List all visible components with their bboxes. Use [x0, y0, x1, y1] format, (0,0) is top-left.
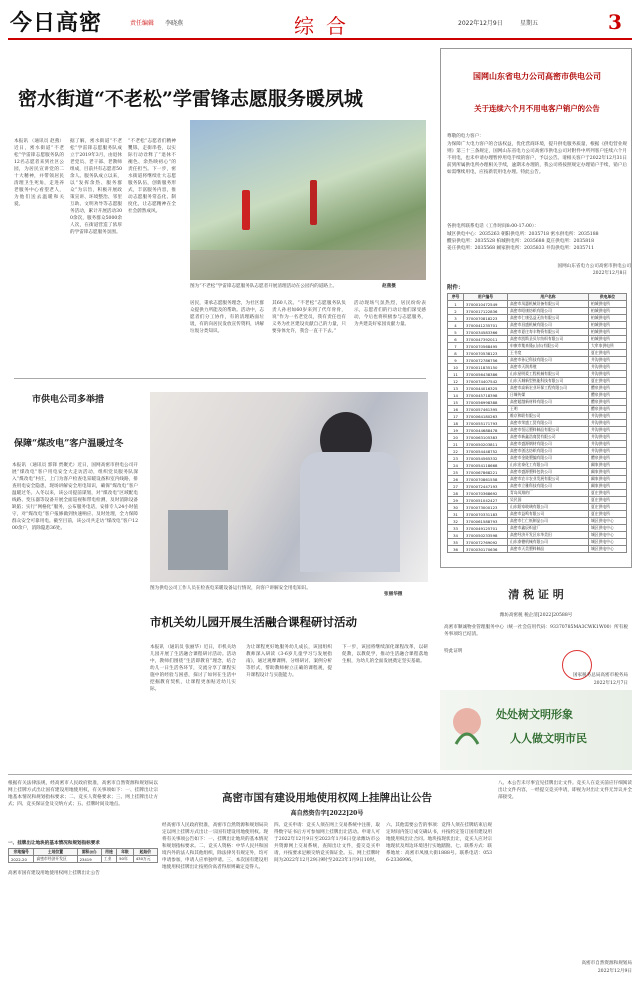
lead-photo-caption: 图为“不老松”学雷锋志愿服务队志愿者开展清理活动在公园内的道路上。 — [190, 284, 338, 289]
table-cell: 3700073000123 — [464, 504, 508, 511]
table-cell: 3700054118668 — [464, 462, 508, 469]
table-cell: 1 — [448, 301, 464, 308]
table-cell: 3700072786756 — [464, 357, 508, 364]
table-cell: 城区供电中心 — [589, 525, 627, 532]
gas-body: 本报讯 （通讯员 郭锋 贾聚光）近日，国网高密市供电公司开展“煤改电”客户用电安全大走访活动，组织党员服务队深入“煤改电”村庄，上门为客户检查电采暖设备和室内线路，排查用电安全隐患，现场讲解安全用电知识，确保“煤改电”客户温暖过冬。入冬以来，该公司提前谋划，对“煤改电”区域配电线路、变压器等设备开展全面巡视和带电检测，及时消除设备缺陷；实行“网格化”服务，公布服务电话，安排专人24小时值守，对“煤改电”客户报修做到快速响应、及时处理，全力保障群众安全可靠用电。截至目前，该公司共走访“煤改电”客户1200余户，消除隐患36处。 — [12, 463, 138, 531]
notice-date: 2022年12月8日 — [592, 271, 627, 276]
table-cell: 3700072447193 — [464, 483, 508, 490]
park-path — [190, 250, 426, 280]
divider — [14, 378, 426, 379]
notice-salutation: 尊敬的电力客户： — [447, 134, 484, 139]
lead-column-2: 据了解，密水街道“不老松”学雷锋志愿服务队成立于2019年3月，由退休老党员、老干部、老教师组成，目前共有志愿者50余人。服务队成立以来，以“发挥余热、服务群众”为宗旨，积极开展政策宣讲、环境整治、邻里互助、文明劝导等志愿服务活动，累计开展活动300余次，服务群众5000余人次，在街道营造了浓厚的学雷锋志愿服务氛围。 — [70, 139, 122, 235]
table-cell: 高密超越新材料有限公司 — [508, 399, 589, 406]
table-cell: 13 — [448, 385, 464, 392]
table-cell: 高密市益鸣有限公司 — [508, 511, 589, 518]
table-row — [448, 455, 627, 462]
tax-title: 清 税 证 明 — [508, 588, 564, 601]
table-cell: 井沟供电所 — [589, 434, 627, 441]
kindergarten-col1: 本报讯 （通讯员 张丽华）近日，市机关幼儿园开展了生活融合课程研讨活动。活动中，教师们围绕“生活即教育”理念，结合幼儿一日生活各环节，交流分享了课程实施中的经验与困惑，探讨了如何在生活中挖掘教育契机，让课程更加贴近幼儿实际。 — [150, 645, 236, 692]
table-cell: 33 — [448, 525, 464, 532]
table-cell: 3700074407542 — [464, 378, 508, 385]
table-cell: 柏城供电所 — [589, 308, 627, 315]
table-cell: 3700044016325 — [464, 385, 508, 392]
table-cell: 31 — [448, 511, 464, 518]
table-cell: 24 — [448, 462, 464, 469]
table-cell: 4 — [448, 322, 464, 329]
kindergarten-col3: 下一步，该园将继续深化课程改革，以研促教，以教促学，推动生活融合课程落地生根，为幼儿的全面发展奠定坚实基础。 — [342, 645, 428, 664]
table-row — [448, 308, 627, 315]
volunteer-figure — [310, 180, 317, 225]
kindergarten-article — [150, 608, 428, 768]
lead-bottom-col2: 其60人次。“不老松”志愿服务队负责人孙君如60岁来到了代年骨骨，说“作为一名老党员，我有责任也有义务为社区建设贡献自己的力量，只要身体允许，我会一直干下去。” — [272, 301, 346, 334]
table-cell: 柏城供电所 — [589, 329, 627, 336]
table-cell: 3700064180263 — [464, 413, 508, 420]
table-cell: 3700050233598 — [464, 532, 508, 539]
table-cell: 井沟供电所 — [589, 371, 627, 378]
table-cell: 3700041235701 — [464, 322, 508, 329]
table-cell: 11 — [448, 371, 464, 378]
table-cell: 12 — [448, 378, 464, 385]
notice-contact-3: 姜庄供电所：2035568 阚家供电所：2035833 井沟供电所：2035711 — [447, 246, 594, 251]
table-cell: 3700070861558 — [464, 476, 508, 483]
notice-signature: 国网山东省电力公司高密市供电公司 — [557, 264, 631, 269]
table-row — [448, 532, 627, 539]
col-header: 用户编号 — [464, 294, 508, 301]
table-row — [448, 518, 627, 525]
issue-weekday: 星期五 — [520, 20, 539, 27]
kindergarten-headline: 市机关幼儿园开展生活融合课程研讨活动 — [150, 615, 357, 629]
table-cell: 7 — [448, 343, 464, 350]
editor-name: 李晓燕 — [165, 20, 184, 27]
table-cell: 高密市天润养殖 — [508, 364, 589, 371]
table-cell: 36 — [448, 546, 464, 553]
table-cell: 3700010472549 — [464, 301, 508, 308]
left-land-table — [8, 848, 158, 863]
leaf-emblem-icon — [448, 704, 486, 754]
table-cell: 醴泉供电所 — [589, 399, 627, 406]
table-cell: 高密市金陵塑编有限公司 — [508, 455, 589, 462]
newspaper-logo: 今日高密 — [10, 10, 103, 36]
volunteer-figure — [242, 190, 250, 230]
table-cell: 井沟供电所 — [589, 441, 627, 448]
table-row — [448, 420, 627, 427]
table-cell: 25 — [448, 469, 464, 476]
table-cell: 城区供电中心 — [589, 539, 627, 546]
table-cell: 阚家供电所 — [589, 476, 627, 483]
left-table-title: 一、挂牌出让地块的基本情况和规划指标要求 — [8, 841, 100, 846]
table-cell: 阚家供电所 — [589, 462, 627, 469]
table-cell: 醴泉供电所 — [589, 455, 627, 462]
notice-contact-title: 各供电所联系电话（工作时间8:00-17:00）： — [447, 224, 539, 229]
table-cell: 阚家供电所 — [589, 483, 627, 490]
table-cell: 35 — [448, 539, 464, 546]
table-cell: 高密经济开发区东华美田 — [508, 532, 589, 539]
gas-photo-caption: 图为供电公司工作人员在检查电采暖设备运行情况，向客户讲解安全用电知识。 — [150, 586, 311, 591]
slogan-line-1: 处处树文明形象 — [496, 708, 573, 721]
table-cell: 16 — [448, 406, 464, 413]
land-col2: 四、竞买申请：竞买人须在网上交易系统中注册，取得数字证书后方可参加网上挂牌出让活动。申请人可于2022年12月9日至2023年1月6日登录潍坊市公共资源网上交易系统，查阅出让文件，提交竞买申请，并按要求足额交纳竞买保证金。五、网上挂牌时间为2022年12月29日9时至2023年1月9日10时。 — [274, 823, 380, 863]
table-row — [448, 476, 627, 483]
lead-bottom-col1: 居民，秉承志愿服务理念，为社区群众提供力所能及的帮助。活动中，志愿者们分工协作，有的清理路面垃圾，有的向居民发放宣传资料，讲解垃圾分类知识。 — [190, 301, 264, 334]
table-cell: 维京和联有限公司 — [508, 413, 589, 420]
table-cell: 王明 — [508, 406, 589, 413]
table-cell: 高密市荣盛工贸有限公司 — [508, 420, 589, 427]
table-cell: 井沟供电所 — [589, 357, 627, 364]
land-col1: 经高密市人民政府批准，高密市自然资源和规划局决定以网上挂牌方式出让一宗国有建设用地使用权。现将有关事项公告如下：一、挂牌出让地块的基本情况和规划指标要求。二、竞买人资格：中华人民共和国境内外的法人和其他组织，除法律另有规定外，均可申请参加，申请人应单独申请。三、本次国有建设用地使用权挂牌出让按照价高者得原则确定竞得人。 — [162, 823, 268, 870]
table-cell: 夏庄供电所 — [589, 497, 627, 504]
table-cell: 山东星明爱工程机械有限公司 — [508, 371, 589, 378]
table-row — [448, 546, 627, 553]
table-cell: 高密市高新宏业环保工程有限公司 — [508, 385, 589, 392]
col-header: 序号 — [448, 294, 464, 301]
land-date: 2022年12月9日 — [597, 969, 632, 974]
table-cell: 柏城供电所 — [589, 301, 627, 308]
table-cell: 3700070818223 — [464, 315, 508, 322]
table-cell: 3700063105383 — [464, 434, 508, 441]
table-cell: 城区供电中心 — [589, 546, 627, 553]
lead-article — [10, 48, 428, 424]
table-row — [448, 413, 627, 420]
table-cell: 高密市凯斯圣贝尔纺织有限公司 — [508, 336, 589, 343]
table-cell: 高密市仁康弘益无纺有限公司 — [508, 315, 589, 322]
col-header: 用途 — [101, 849, 116, 856]
table-cell: 5 — [448, 329, 464, 336]
col-header: 年限 — [117, 849, 134, 856]
table-row — [448, 497, 627, 504]
table-cell: 高密市夏庄寿丰物资有限公司 — [508, 329, 589, 336]
table-row — [448, 315, 627, 322]
tax-note: 特此证明 — [444, 649, 463, 654]
table-cell: 井沟供电所 — [589, 420, 627, 427]
table-row — [448, 322, 627, 329]
table-cell: 3700047392011 — [464, 336, 508, 343]
table-cell: 高密市凤惠机械设备有限公司 — [508, 301, 589, 308]
table-cell: 夏庄供电所 — [589, 378, 627, 385]
table-row — [448, 343, 627, 350]
table-row — [448, 336, 627, 343]
table-cell: 27 — [448, 483, 464, 490]
table-cell: 夏庄供电所 — [589, 490, 627, 497]
gas-article — [10, 384, 140, 684]
table-cell: 22 — [448, 448, 464, 455]
table-cell: 3700049125701 — [464, 525, 508, 532]
table-cell: 大牟家供电所 — [589, 343, 627, 350]
table-cell: 3700070538123 — [464, 350, 508, 357]
table-cell: 3700057461395 — [464, 406, 508, 413]
col-header: 起始价 — [133, 849, 157, 856]
gas-photo — [150, 392, 428, 582]
table-row — [448, 539, 627, 546]
table-cell: 井沟供电所 — [589, 413, 627, 420]
tax-org: 国家税务总局高密市税务局 — [572, 673, 628, 678]
table-cell: 15 — [448, 399, 464, 406]
table-row — [448, 504, 627, 511]
notice-title: 关于连续六个月不用电客户销户的公告 — [474, 104, 600, 113]
gas-title-1: 市供电公司多举措 — [32, 395, 105, 405]
tax-date: 2022年12月7日 — [593, 681, 628, 686]
table-cell: 高密市昭康纺织有限公司 — [508, 308, 589, 315]
table-cell: 高密市鑫辰织造厂 — [508, 525, 589, 532]
table-row — [448, 350, 627, 357]
table-cell: 城区供电中心 — [589, 518, 627, 525]
page-number: 3 — [608, 10, 622, 34]
table-cell: 8 — [448, 350, 464, 357]
table-row — [448, 525, 627, 532]
table-cell: 20 — [448, 434, 464, 441]
tax-body: 高密市顺诚物业管理服务中心（统一社会信用代码：93370785MA3CWK1W00）所有税务事项均已结清。 — [444, 625, 628, 637]
table-cell: 32 — [448, 518, 464, 525]
power-notice — [440, 48, 632, 568]
table-cell: 柏城供电所 — [589, 336, 627, 343]
issue-date: 2022年12月9日 — [458, 20, 503, 27]
table-cell: 高密市孙记科技有限公司 — [508, 357, 589, 364]
table-row — [448, 364, 627, 371]
notice-attachment-label: 附件： — [447, 285, 464, 291]
left-land-notice — [8, 780, 158, 980]
table-cell: 柏城供电所 — [589, 322, 627, 329]
table-cell: 王书宽 — [508, 350, 589, 357]
table-cell: 3700061588793 — [464, 518, 508, 525]
table-cell: 高密市盛源钢材有限公司 — [508, 441, 589, 448]
table-cell: 3700011835150 — [464, 364, 508, 371]
table-row — [448, 441, 627, 448]
table-cell: 夏庄供电所 — [589, 504, 627, 511]
table-row — [448, 448, 627, 455]
table-cell: 高密市天美塑料制品 — [508, 546, 589, 553]
worker-figure — [300, 452, 400, 572]
table-cell: 30 — [448, 504, 464, 511]
table-cell: 3700056438386 — [464, 371, 508, 378]
table-row — [448, 392, 627, 399]
table-cell: 3700034583366 — [464, 329, 508, 336]
table-cell: 山东泰德机械有限公司 — [508, 539, 589, 546]
table-cell: 3700044688478 — [464, 427, 508, 434]
table-cell: 3 — [448, 315, 464, 322]
table-cell: 夏庄供电所 — [589, 511, 627, 518]
land-signature: 高密市自然资源和规划局 — [581, 961, 632, 966]
table-cell: 3700051042427 — [464, 497, 508, 504]
kindergarten-col2: 为让课程更好地服务幼儿成长，该园组织教师深入研读《3-6岁儿童学习与发展指南》，通过观摩课例、分组研讨、案例分析等形式，帮助教师树立正确的课程观，提升课程设计与实施能力。 — [246, 645, 332, 678]
table-cell: 夏庄供电所 — [589, 350, 627, 357]
table-cell: 柏城供电所 — [589, 315, 627, 322]
table-cell: 山东宏泰化工有限公司 — [508, 462, 589, 469]
table-row — [448, 399, 627, 406]
table-cell: 青岛凤翔的厂 — [508, 490, 589, 497]
table-cell: 醴泉供电所 — [589, 392, 627, 399]
tax-number: 潍坊高密税 税企清[2022]20588号 — [499, 613, 573, 618]
table-row — [448, 490, 627, 497]
table-cell: 9 — [448, 357, 464, 364]
table-cell: 34 — [448, 532, 464, 539]
col-header: 用户名称 — [508, 294, 589, 301]
col-header: 供电单位 — [589, 294, 627, 301]
table-cell: 高密市农丰农业发展有限公司 — [508, 476, 589, 483]
table-cell: 3700070568495 — [464, 343, 508, 350]
table-cell: 29 — [448, 497, 464, 504]
table-cell: 山东阳家玻璃有限公司 — [508, 504, 589, 511]
table-cell: 3700030170636 — [464, 546, 508, 553]
section-title: 综合 — [294, 14, 358, 38]
table-cell: 醴泉供电所 — [589, 406, 627, 413]
notice-contact-2: 醴泉供电所：2035528 柏城供电所：2035688 夏庄供电所：2035818 — [447, 239, 594, 244]
lead-intro: 本报讯 （通讯员 赵燕）近日，密水街道“不老松”学雷锋志愿服务队的12名志愿者来到社区公园，为居民宣讲党的二十大精神，并带领居民清理卫生死角，走进养老服务中心看望老人，为他们送去温暖和关爱。 — [14, 139, 64, 207]
table-cell: 高密市创达纺织有限公司 — [508, 448, 589, 455]
table-cell: 高密市盛源塑料包装公司 — [508, 469, 589, 476]
table-cell: 28 — [448, 490, 464, 497]
lead-photo — [190, 120, 426, 280]
masthead — [0, 0, 640, 44]
lead-headline: 密水街道“不老松”学雷锋志愿服务暖夙城 — [18, 88, 363, 110]
table-cell: 井沟供电所 — [589, 427, 627, 434]
table-cell: 10 — [448, 364, 464, 371]
table-cell: 3700067868221 — [464, 469, 508, 476]
table-row — [448, 406, 627, 413]
table-cell: 高密市立雅科技有限公司 — [508, 483, 589, 490]
table-row — [448, 483, 627, 490]
civility-banner — [440, 690, 632, 770]
editor-label: 责任编辑 — [130, 20, 155, 27]
table-row — [448, 378, 627, 385]
table-cell: 日臻传媒 — [508, 392, 589, 399]
left-notice-heading: 高密市国有建设用地使用权网上挂牌出让公告 — [8, 871, 100, 876]
table-cell: 17 — [448, 413, 464, 420]
left-notice-body: 根据有关法律法规，经高密市人民政府批准，高密市自然资源和规划局以网上挂牌方式出让国有建设用地使用权，有关事项如下：一、挂牌出让宗地基本情况和规划指标要求；二、竞买人资格要求；三、网上挂牌出让方式；四、竞买保证金及交纳方式；五、挂牌时间及地点。 — [8, 781, 158, 807]
table-cell: 3700056998388 — [464, 399, 508, 406]
notice-contact-1: 城区供电中心：2035263 朝阳供电所：2035718 密水供电所：2035188 — [447, 232, 599, 237]
table-row — [448, 469, 627, 476]
notice-table — [447, 293, 627, 553]
table-cell: 高密市经济开发区 — [34, 856, 77, 863]
table-cell: 申康市集来隆(山东)有限公司 — [508, 343, 589, 350]
table-cell: 阚家供电所 — [589, 469, 627, 476]
table-cell: 城区供电中心 — [589, 532, 627, 539]
table-row — [448, 357, 627, 364]
table-cell: 19 — [448, 427, 464, 434]
table-cell: 3700054448752 — [464, 448, 508, 455]
table-cell: 26 — [448, 476, 464, 483]
table-cell: 3700050203811 — [464, 441, 508, 448]
table-cell: 高密市恒运塑料制品有限公司 — [508, 427, 589, 434]
table-row — [448, 371, 627, 378]
table-cell: 50年 — [117, 856, 134, 863]
lead-bottom-col3: 活动现场气氛热烈，居民纷纷表示，志愿者们的行动让他们深受感动，今后也将积极参与志愿服务，为共建美好家园贡献力量。 — [354, 301, 426, 327]
table-cell: 6 — [448, 336, 464, 343]
table-cell: 18 — [448, 420, 464, 427]
divider — [8, 774, 632, 775]
table-cell: 23419 — [77, 856, 101, 863]
notice-paragraph: 为保障广大电力客户的合法权益，优化营商环境，提升供电服务质量，根据《供电营业规则》第三十三条规定，国网山东省电力公司高密市供电公司对附件中所列客户连续六个月不用电，也未申请办理暂停用电手续的客户，予以公告。请相关客户于2022年12月31日前到所属供电所办理相关手续，逾期未办理的，我公司将按照规定办理销户手续，销户后如需继续用电，应按新装用电办理。特此公告。 — [447, 142, 627, 175]
col-header: 面积(㎡) — [77, 849, 101, 856]
table-cell: 工业 — [101, 856, 116, 863]
masthead-rule — [8, 38, 632, 40]
land-col3: 六、其他需要公告的事项：竞得人须在挂牌结束后规定时间内签订成交确认书，并按约定签订国有建设用地使用权出让合同。地块按现状出让，竞买人应对宗地现状及周边环境进行实地踏勘。七、联系方式：联系地址：高密市凤凰大街1888号。联系电话：0536-2336996。 — [386, 823, 492, 863]
gas-photo-credit: 张丽华摄 — [384, 592, 403, 597]
table-row — [448, 329, 627, 336]
table-cell: 14 — [448, 392, 464, 399]
table-cell: 3700072769092 — [464, 539, 508, 546]
table-cell: 吴民国 — [508, 497, 589, 504]
table-cell: 3700070331183 — [464, 511, 508, 518]
lead-column-3: “不老松”志愿者们精神矍铄，走街串巷，以实际行动诠释了“退休不褪色、余热映初心”的责任担当。下一步，密水街道将继续壮大志愿服务队伍，创新服务形式，丰富服务内容，推动志愿服务常态化、制度化，让志愿精神在全社会蔚然成风。 — [128, 139, 176, 214]
table-cell: 21 — [448, 441, 464, 448]
table-row — [448, 434, 627, 441]
table-cell: 3700017122836 — [464, 308, 508, 315]
table-cell: 2 — [448, 308, 464, 315]
col-header: 土地位置 — [34, 849, 77, 856]
land-title: 高密市国有建设用地使用权网上挂牌出让公告 — [222, 792, 432, 804]
table-cell: 井沟供电所 — [589, 448, 627, 455]
table-row — [448, 462, 627, 469]
lead-photo-credit: 赵燕摄 — [382, 284, 396, 289]
table-row — [448, 511, 627, 518]
land-subtitle: 高自然资告字[2022]20号 — [290, 810, 364, 817]
land-notice — [162, 780, 632, 984]
table-cell: 23 — [448, 455, 464, 462]
table-cell: 3700055171793 — [464, 420, 508, 427]
table-cell: 3700045718398 — [464, 392, 508, 399]
notice-company: 国网山东省电力公司高密市供电公司 — [473, 71, 601, 81]
table-cell: 3700070368692 — [464, 490, 508, 497]
table-cell: 醴泉供电所 — [589, 385, 627, 392]
table-cell: 3700054565332 — [464, 455, 508, 462]
table-cell: 山东天城新型热能科技有限公司 — [508, 378, 589, 385]
table-cell: 高密市昌盛机械有限公司 — [508, 322, 589, 329]
table-cell: 高密市新鑫浩商贸有限公司 — [508, 434, 589, 441]
table-cell: 高密市仁仁纸制品公司 — [508, 518, 589, 525]
table-row — [448, 385, 627, 392]
slogan-line-2: 人人做文明市民 — [510, 732, 587, 745]
table-cell: 2022-20 — [9, 856, 34, 863]
land-col4: 八、本公告未尽事宜见挂牌出让文件。竞买人在竞买前应仔细阅读出让文件内容，一经提交竞买申请，即视为对出让文件无异议并全部接受。 — [498, 781, 632, 800]
table-cell: 井沟供电所 — [589, 364, 627, 371]
col-header: 宗地编号 — [9, 849, 34, 856]
table-row — [448, 427, 627, 434]
heater-device — [168, 510, 228, 570]
gas-title-2: 保障“煤改电”客户温暖过冬 — [14, 439, 124, 449]
table-cell: 430万元 — [133, 856, 157, 863]
table-row — [448, 301, 627, 308]
